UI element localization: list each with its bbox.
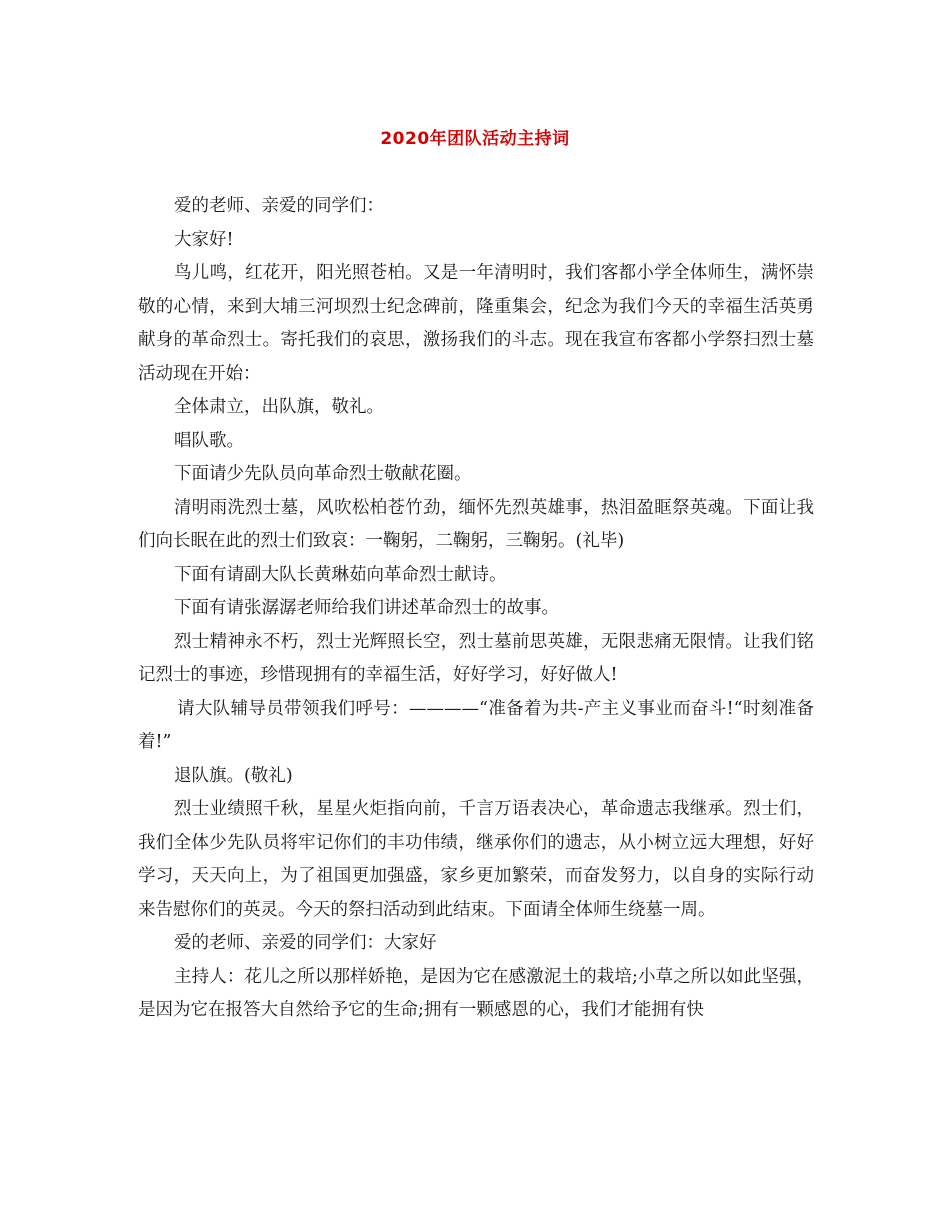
paragraph-opening: 鸟儿鸣，红花开，阳光照苍柏。又是一年清明时，我们客都小学全体师生，满怀崇敬的心情，来到大埔三河坝烈士纪念碑前，隆重集会，纪念为我们今天的幸福生活英勇献身的革命烈士。寄托我们的哀思，激扬我们的斗志。现在我宣布客都小学祭扫烈士墓活动现在开始： — [138, 263, 814, 384]
paragraph-greeting: 爱的老师、亲爱的同学们： — [174, 196, 384, 216]
paragraph-poem: 下面有请副大队长黄琳茹向革命烈士献诗。 — [174, 564, 507, 585]
paragraph-flag-retire: 退队旗。(敬礼) — [174, 765, 293, 786]
paragraph-wreath: 下面请少先队员向革命烈士敬献花圈。 — [174, 464, 472, 484]
paragraph-host: 主持人：花儿之所以那样娇艳，是因为它在感激泥土的栽培;小草之所以如此坚强，是因为它在报答大自然给予它的生命;拥有一颗感恩的心，我们才能拥有快 — [138, 966, 814, 1020]
paragraph-tribute: 清明雨洗烈士墓，风吹松柏苍竹劲，缅怀先烈英雄事，热泪盈眶祭英魂。下面让我们向长眠在此的烈士们致哀：一鞠躬，二鞠躬，三鞠躬。(礼毕) — [138, 497, 814, 551]
paragraph-story: 下面有请张潺潺老师给我们讲述革命烈士的故事。 — [174, 598, 559, 618]
paragraph-spirit: 烈士精神永不朽，烈士光辉照长空，烈士墓前思英雄，无限悲痛无限情。让我们铭记烈士的事迹，珍惜现拥有的幸福生活，好好学习，好好做人! — [138, 631, 814, 685]
document-body — [138, 190, 814, 1028]
paragraph-stand: 全体肃立，出队旗，敬礼。 — [174, 397, 384, 417]
document-title: 2020年团队活动主持词 — [380, 129, 570, 149]
paragraph-slogan: 请大队辅导员带领我们呼号：————“准备着为共-产主义事业而奋斗!“时刻准备着!” — [138, 698, 814, 752]
paragraph-anthem: 唱队歌。 — [174, 430, 244, 451]
paragraph-greeting-2: 爱的老师、亲爱的同学们：大家好 — [174, 933, 437, 953]
paragraph-hello: 大家好! — [174, 229, 234, 250]
paragraph-closing: 烈士业绩照千秋，星星火炬指向前，千言万语表决心，革命遗志我继承。烈士们，我们全体少先队员将牢记你们的丰功伟绩，继承你们的遗志，从小树立远大理想，好好学习，天天向上，为了祖国更加强盛，家乡更加繁荣，而奋发努力，以自身的实际行动来告慰你们的英灵。今天的祭扫活动到此结束。下面请全体师生绕墓一周。 — [138, 799, 814, 920]
